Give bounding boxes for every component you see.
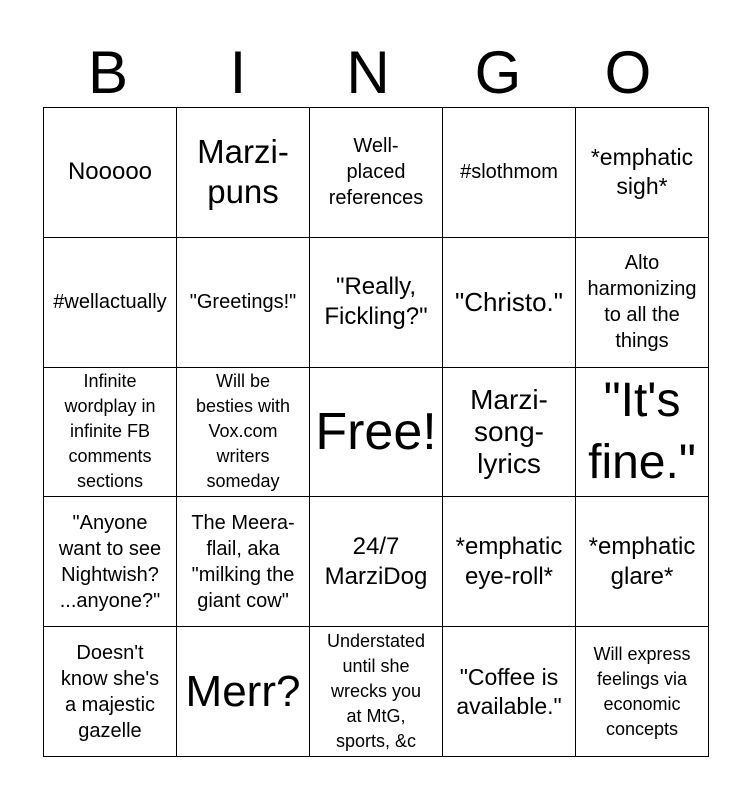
bingo-cell[interactable]: [44, 497, 177, 627]
bingo-cell[interactable]: [576, 108, 709, 238]
bingo-cell[interactable]: [576, 367, 709, 497]
cell-text: #slothmom: [460, 161, 558, 184]
cell-text: Infinite wordplay in infinite FB comments sections: [64, 371, 156, 492]
bingo-cell[interactable]: [576, 627, 709, 757]
bingo-cell[interactable]: [177, 108, 310, 238]
grid-row: [44, 108, 709, 238]
cell-text: *emphatic sigh*: [590, 144, 694, 200]
bingo-cell[interactable]: [443, 108, 576, 238]
free-cell[interactable]: [310, 367, 443, 497]
bingo-cell[interactable]: [310, 627, 443, 757]
bingo-grid: [43, 107, 709, 757]
bingo-cell[interactable]: [177, 367, 310, 497]
cell-text: Alto harmonizing to all the things: [587, 252, 697, 353]
free-cell-text: Free!: [315, 402, 437, 461]
cell-text: "Greetings!": [189, 291, 297, 314]
bingo-cell[interactable]: [443, 497, 576, 627]
header-letter-o: O: [604, 39, 652, 106]
cell-text: Merr?: [185, 666, 301, 716]
cell-text: Nooooo: [67, 158, 153, 186]
header-letter-i: I: [229, 39, 247, 106]
bingo-cell[interactable]: [310, 497, 443, 627]
cell-text: "Really, Fickling?": [324, 273, 428, 331]
cell-text: "Christo.": [454, 286, 564, 317]
bingo-cell[interactable]: [443, 627, 576, 757]
grid-row: [44, 367, 709, 497]
bingo-cell[interactable]: [44, 367, 177, 497]
cell-text: The Meera- flail, aka "milking the giant cow": [191, 511, 295, 612]
cell-text: "Anyone want to see Nightwish? ...anyone?": [58, 511, 162, 612]
cell-text: *emphatic eye-roll*: [455, 532, 563, 590]
grid-row: [44, 627, 709, 757]
cell-text: "Coffee is available.": [456, 663, 562, 719]
header-letter-g: G: [474, 39, 522, 106]
cell-text: "It's fine.": [588, 373, 696, 489]
bingo-cell[interactable]: [576, 497, 709, 627]
cell-text: Marzi- puns: [197, 133, 289, 211]
cell-text: #wellactually: [53, 291, 167, 314]
bingo-cell[interactable]: [443, 237, 576, 367]
bingo-cell[interactable]: [44, 237, 177, 367]
cell-text: *emphatic glare*: [588, 532, 696, 590]
cell-text: Will be besties with Vox.com writers someday: [195, 371, 291, 492]
cell-text: Marzi- song- lyrics: [470, 383, 548, 479]
cell-text: 24/7 MarziDog: [324, 532, 428, 590]
bingo-cell[interactable]: [310, 237, 443, 367]
bingo-cell[interactable]: [44, 627, 177, 757]
header-letter-n: N: [346, 39, 390, 106]
cell-text: Well- placed references: [328, 135, 424, 210]
bingo-header: [43, 38, 693, 108]
grid-row: [44, 497, 709, 627]
bingo-cell[interactable]: [443, 367, 576, 497]
bingo-cell[interactable]: [576, 237, 709, 367]
bingo-cell[interactable]: [177, 627, 310, 757]
bingo-cell[interactable]: [310, 108, 443, 238]
cell-text: Doesn't know she's a majestic gazelle: [60, 641, 160, 742]
header-letter-b: B: [87, 39, 129, 106]
grid-row: [44, 237, 709, 367]
bingo-cell[interactable]: [44, 108, 177, 238]
cell-text: Will express feelings via economic concepts: [593, 643, 691, 739]
bingo-cell[interactable]: [177, 497, 310, 627]
cell-text: Understated until she wrecks you at MtG, sports, &c: [326, 631, 426, 752]
bingo-cell[interactable]: [177, 237, 310, 367]
